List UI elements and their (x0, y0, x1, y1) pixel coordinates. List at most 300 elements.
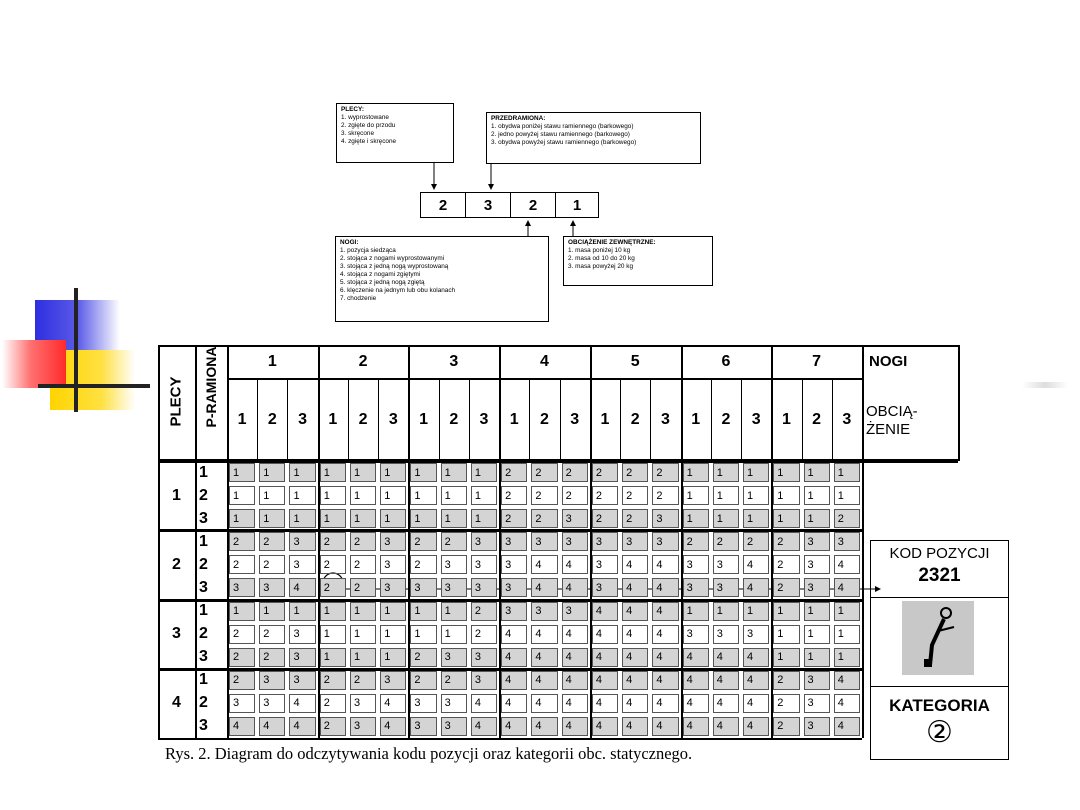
table-cell: 4 (652, 694, 678, 713)
obciazenie-col-header: 3 (751, 410, 761, 428)
table-cell: 3 (592, 555, 618, 574)
obciazenie-col-header: 2 (630, 410, 640, 428)
table-cell: 2 (229, 625, 255, 644)
table-cell: 1 (804, 625, 830, 644)
table-cell: 1 (471, 486, 497, 505)
table-cell: 1 (350, 463, 376, 482)
table-cell: 4 (834, 578, 860, 597)
legend-item: 3. skręcone (341, 130, 375, 137)
table-cell: 1 (410, 602, 436, 621)
table-cell: 4 (622, 602, 648, 621)
grid-line (227, 345, 229, 738)
code-digit-nogi: 2 (510, 192, 556, 218)
table-cell: 1 (834, 625, 860, 644)
table-cell: 1 (743, 602, 769, 621)
table-cell: 4 (834, 671, 860, 690)
grid-line (590, 345, 592, 738)
legend-item: 2. jedno powyżej stawu ramiennego (barkowego) (491, 131, 630, 138)
table-cell: 2 (441, 671, 467, 690)
table-cell: 4 (622, 625, 648, 644)
legend-item: 1. masa poniżej 10 kg (568, 247, 631, 254)
table-cell: 2 (501, 509, 527, 528)
table-cell: 1 (350, 602, 376, 621)
table-cell: 4 (501, 625, 527, 644)
header-pramiona (195, 345, 227, 461)
table-cell: 3 (471, 648, 497, 667)
table-cell: 2 (531, 509, 557, 528)
table-cell: 2 (229, 532, 255, 551)
table-cell: 2 (773, 717, 799, 736)
table-cell: 3 (562, 532, 588, 551)
table-cell: 2 (350, 671, 376, 690)
grid-line (958, 345, 960, 461)
legend-przedramiona-title: PRZEDRAMIONA: (491, 115, 546, 122)
table-cell: 4 (531, 717, 557, 736)
table-cell: 2 (410, 555, 436, 574)
table-cell: 2 (713, 532, 739, 551)
pramiona-row-header: 3 (199, 509, 208, 527)
table-cell: 3 (441, 648, 467, 667)
pramiona-row-header: 1 (199, 463, 208, 481)
table-cell: 3 (683, 578, 709, 597)
table-cell: 3 (259, 694, 285, 713)
table-cell: 3 (683, 555, 709, 574)
table-cell: 3 (410, 578, 436, 597)
grid-line (158, 668, 862, 671)
header-obciazenie: OBCIĄ- (866, 402, 918, 420)
table-cell: 1 (320, 648, 346, 667)
pramiona-row-header: 3 (199, 578, 208, 596)
grid-line (862, 345, 864, 738)
table-cell: 1 (773, 509, 799, 528)
table-cell: 2 (652, 463, 678, 482)
legend-item: 3. masa powyżej 20 kg (568, 263, 634, 270)
grid-line (158, 459, 958, 463)
table-cell: 2 (773, 578, 799, 597)
table-cell: 4 (592, 602, 618, 621)
table-cell: 4 (622, 578, 648, 597)
table-cell: 4 (683, 671, 709, 690)
table-cell: 1 (773, 625, 799, 644)
table-cell: 2 (229, 671, 255, 690)
table-cell: 4 (622, 555, 648, 574)
table-cell: 3 (289, 671, 315, 690)
table-cell: 4 (683, 694, 709, 713)
table-cell: 4 (592, 671, 618, 690)
legend-item: 5. stojąca z jedną nogą zgiętą (340, 279, 425, 286)
table-cell: 1 (380, 486, 406, 505)
table-cell: 2 (501, 486, 527, 505)
code-digit-przedramiona: 3 (465, 192, 511, 218)
legend-item: 3. stojąca z jedną nogą wyprostowaną (340, 263, 449, 270)
legend-item: 4. zgięte i skręcone (341, 138, 397, 145)
grid-line (741, 378, 742, 461)
table-cell: 1 (773, 648, 799, 667)
table-cell: 1 (380, 625, 406, 644)
table-cell: 4 (562, 671, 588, 690)
table-cell: 3 (471, 671, 497, 690)
table-cell: 2 (501, 463, 527, 482)
table-cell: 4 (834, 555, 860, 574)
obciazenie-col-header: 2 (540, 410, 549, 428)
table-cell: 1 (743, 509, 769, 528)
table-cell: 3 (471, 532, 497, 551)
table-cell: 3 (380, 532, 406, 551)
table-cell: 3 (229, 578, 255, 597)
table-cell: 1 (773, 486, 799, 505)
table-cell: 3 (259, 671, 285, 690)
table-cell: 4 (289, 694, 315, 713)
table-cell: 4 (652, 717, 678, 736)
table-cell: 4 (592, 648, 618, 667)
obciazenie-col-header: 2 (812, 410, 822, 428)
table-cell: 4 (622, 717, 648, 736)
obciazenie-col-header: 1 (781, 410, 791, 428)
table-cell: 2 (229, 555, 255, 574)
nogi-col-header: 6 (721, 352, 731, 370)
nogi-col-header: 5 (630, 352, 640, 370)
table-cell: 3 (683, 625, 709, 644)
table-cell: 3 (652, 532, 678, 551)
table-cell: 1 (834, 486, 860, 505)
table-cell: 4 (743, 717, 769, 736)
table-cell: 1 (804, 486, 830, 505)
table-cell: 1 (229, 602, 255, 621)
table-cell: 4 (289, 578, 315, 597)
legend-nogi-title: NOGI: (340, 239, 359, 246)
nogi-col-header: 4 (540, 352, 549, 370)
table-cell: 3 (441, 578, 467, 597)
code-digit-plecy: 2 (420, 192, 466, 218)
kategoria-value: ② (926, 716, 953, 749)
legend-item: 2. stojąca z nogami wyprostowanymi (340, 255, 445, 262)
grid-line (158, 345, 160, 738)
kategoria-label: KATEGORIA (889, 696, 990, 715)
table-cell: 4 (471, 694, 497, 713)
table-cell: 1 (713, 463, 739, 482)
table-cell: 4 (501, 671, 527, 690)
legend-item: 1. pozycja siedząca (340, 247, 396, 254)
result-panel (870, 540, 1009, 760)
pramiona-row-header: 1 (199, 671, 208, 689)
table-cell: 3 (289, 625, 315, 644)
table-cell: 4 (743, 578, 769, 597)
table-cell: 3 (471, 578, 497, 597)
table-cell: 1 (743, 486, 769, 505)
table-cell: 1 (834, 463, 860, 482)
grid-line (560, 378, 561, 461)
table-cell: 4 (652, 671, 678, 690)
table-cell: 4 (652, 555, 678, 574)
table-cell: 2 (441, 532, 467, 551)
table-cell: 3 (804, 555, 830, 574)
table-cell: 2 (259, 648, 285, 667)
pramiona-row-header: 1 (199, 532, 208, 550)
table-cell: 4 (562, 625, 588, 644)
table-cell: 3 (531, 532, 557, 551)
pramiona-row-header: 3 (199, 648, 208, 666)
grid-line (802, 378, 803, 461)
legend-item: 2. zgięte do przodu (341, 122, 396, 129)
table-cell: 1 (350, 625, 376, 644)
table-cell: 2 (320, 578, 346, 597)
table-cell: 2 (622, 509, 648, 528)
table-cell: 1 (683, 486, 709, 505)
nogi-col-header: 1 (267, 352, 277, 370)
table-cell: 1 (289, 509, 315, 528)
grid-line (832, 378, 833, 461)
grid-line (158, 599, 862, 602)
table-cell: 4 (622, 648, 648, 667)
table-cell: 1 (471, 509, 497, 528)
table-cell: 4 (743, 648, 769, 667)
grid-line (650, 378, 651, 461)
table-cell: 2 (350, 532, 376, 551)
header-pramiona-text: P-RAMIONA (203, 346, 219, 428)
table-cell: 2 (229, 648, 255, 667)
grid-line (529, 378, 530, 461)
table-cell: 4 (834, 717, 860, 736)
legend-item: 7. chodzenie (340, 295, 377, 302)
table-cell: 2 (592, 463, 618, 482)
table-cell: 1 (713, 486, 739, 505)
table-cell: 3 (652, 509, 678, 528)
nogi-col-header: 7 (812, 352, 822, 370)
obciazenie-col-header: 3 (842, 410, 852, 428)
table-cell: 4 (562, 555, 588, 574)
table-cell: 3 (350, 694, 376, 713)
table-cell: 2 (652, 486, 678, 505)
table-cell: 3 (289, 648, 315, 667)
table-cell: 1 (683, 509, 709, 528)
table-cell: 3 (259, 578, 285, 597)
plecy-row-header: 4 (172, 694, 181, 712)
table-cell: 1 (804, 648, 830, 667)
table-cell: 1 (773, 602, 799, 621)
table-cell: 1 (259, 509, 285, 528)
table-cell: 2 (683, 532, 709, 551)
figure-caption: Rys. 2. Diagram do odczytywania kodu pozycji oraz kategorii obc. statycznego. (165, 744, 693, 763)
table-cell: 1 (259, 463, 285, 482)
table-cell: 2 (531, 463, 557, 482)
table-cell: 4 (592, 694, 618, 713)
table-cell: 2 (622, 463, 648, 482)
grid-line (257, 378, 258, 461)
table-cell: 3 (531, 602, 557, 621)
grid-line (499, 345, 501, 738)
table-cell: 4 (531, 625, 557, 644)
table-cell: 3 (804, 671, 830, 690)
nogi-col-header: 3 (449, 352, 459, 370)
table-cell: 4 (592, 717, 618, 736)
table-cell: 3 (713, 578, 739, 597)
table-cell: 2 (834, 509, 860, 528)
table-cell: 1 (713, 602, 739, 621)
table-cell: 3 (592, 578, 618, 597)
table-cell: 4 (713, 694, 739, 713)
table-cell: 1 (410, 625, 436, 644)
grid-line (318, 345, 320, 738)
pramiona-row-header: 3 (199, 717, 208, 735)
table-cell: 4 (531, 694, 557, 713)
table-cell: 1 (804, 602, 830, 621)
table-cell: 3 (289, 532, 315, 551)
table-cell: 2 (773, 555, 799, 574)
legend-item: 6. klęczenie na jednym lub obu kolanach (340, 287, 456, 294)
legend-item: 4. stojąca z nogami zgiętymi (340, 271, 421, 278)
table-cell: 1 (320, 463, 346, 482)
plecy-row-header: 3 (172, 625, 181, 643)
obciazenie-col-header: 1 (237, 410, 247, 428)
grid-line (771, 345, 773, 738)
table-cell: 1 (259, 486, 285, 505)
posture-figure-icon (902, 601, 974, 675)
table-cell: 2 (743, 532, 769, 551)
obciazenie-col-header: 1 (419, 410, 428, 428)
table-cell: 3 (380, 578, 406, 597)
obciazenie-col-header: 2 (449, 410, 459, 428)
table-cell: 2 (773, 694, 799, 713)
grid-line (711, 378, 712, 461)
obciazenie-col-header: 3 (479, 410, 489, 428)
table-cell: 1 (471, 463, 497, 482)
obciazenie-col-header: 1 (328, 410, 338, 428)
table-cell: 1 (289, 486, 315, 505)
table-cell: 1 (834, 648, 860, 667)
obciazenie-col-header: 3 (388, 410, 398, 428)
obciazenie-col-header: 2 (358, 410, 368, 428)
obciazenie-col-header: 3 (298, 410, 308, 428)
table-cell: 4 (229, 717, 255, 736)
table-cell: 1 (289, 463, 315, 482)
obciazenie-col-header: 3 (570, 410, 580, 428)
grid-line (378, 378, 379, 461)
table-cell: 2 (773, 532, 799, 551)
pramiona-row-header: 2 (199, 486, 208, 504)
table-cell: 3 (804, 578, 830, 597)
grid-line (158, 738, 862, 740)
table-cell: 3 (743, 625, 769, 644)
grid-line (620, 378, 621, 461)
table-cell: 4 (501, 694, 527, 713)
table-cell: 1 (229, 509, 255, 528)
grid-line (439, 378, 440, 461)
table-cell: 4 (713, 717, 739, 736)
table-cell: 1 (320, 486, 346, 505)
table-cell: 1 (229, 463, 255, 482)
table-cell: 2 (592, 509, 618, 528)
table-cell: 3 (501, 555, 527, 574)
grid-line (158, 529, 862, 532)
grid-line (348, 378, 349, 461)
table-cell: 3 (471, 555, 497, 574)
table-cell: 4 (592, 625, 618, 644)
table-cell: 3 (622, 532, 648, 551)
table-cell: 3 (380, 555, 406, 574)
table-cell: 1 (259, 602, 285, 621)
table-cell: 1 (380, 463, 406, 482)
table-cell: 1 (441, 509, 467, 528)
obciazenie-col-header: 1 (600, 410, 610, 428)
table-cell: 3 (804, 717, 830, 736)
table-cell: 3 (441, 694, 467, 713)
table-cell: 3 (410, 717, 436, 736)
table-cell: 4 (380, 717, 406, 736)
table-cell: 1 (804, 463, 830, 482)
table-cell: 1 (441, 625, 467, 644)
table-cell: 3 (289, 555, 315, 574)
legend-plecy-title: PLECY: (341, 106, 364, 113)
table-cell: 2 (350, 578, 376, 597)
header-plecy-text: PLECY (167, 376, 185, 427)
table-cell: 4 (683, 717, 709, 736)
table-cell: 4 (259, 717, 285, 736)
table-cell: 4 (562, 694, 588, 713)
table-cell: 1 (229, 486, 255, 505)
table-cell: 1 (380, 509, 406, 528)
table-cell: 4 (652, 648, 678, 667)
table-cell: 3 (501, 602, 527, 621)
table-cell: 4 (531, 648, 557, 667)
table-cell: 2 (320, 717, 346, 736)
table-cell: 3 (804, 694, 830, 713)
table-cell: 2 (562, 463, 588, 482)
table-cell: 2 (471, 602, 497, 621)
legend-item: 1. wyprostowane (341, 114, 389, 121)
header-plecy (158, 345, 195, 461)
plecy-row-header: 1 (172, 486, 181, 504)
table-cell: 4 (622, 694, 648, 713)
table-cell: 1 (410, 486, 436, 505)
obciazenie-col-header: 3 (660, 410, 670, 428)
legend-item: 2. masa od 10 do 20 kg (568, 255, 635, 262)
kod-pozycji-value: 2321 (918, 565, 961, 586)
table-cell: 1 (350, 509, 376, 528)
table-cell: 2 (562, 486, 588, 505)
legend-item: 1. obydwa poniżej stawu ramiennego (barkowego) (491, 123, 634, 130)
table-cell: 3 (501, 578, 527, 597)
obciazenie-col-header: 1 (691, 410, 701, 428)
table-cell: 1 (441, 486, 467, 505)
table-cell: 1 (380, 648, 406, 667)
table-cell: 1 (683, 463, 709, 482)
table-cell: 4 (562, 648, 588, 667)
table-cell: 1 (410, 463, 436, 482)
table-cell: 2 (531, 486, 557, 505)
grid-line (681, 345, 683, 738)
table-cell: 4 (471, 717, 497, 736)
table-cell: 2 (320, 532, 346, 551)
table-cell: 2 (320, 671, 346, 690)
pramiona-row-header: 1 (199, 602, 208, 620)
header-obciazenie: ŻENIE (866, 420, 911, 438)
table-cell: 3 (441, 717, 467, 736)
table-cell: 3 (834, 532, 860, 551)
table-cell: 4 (289, 717, 315, 736)
table-cell: 2 (773, 671, 799, 690)
plecy-row-header: 2 (172, 555, 181, 573)
table-cell: 2 (410, 648, 436, 667)
pramiona-row-header: 2 (199, 625, 208, 643)
table-cell: 2 (622, 486, 648, 505)
table-cell: 3 (562, 602, 588, 621)
table-cell: 3 (804, 532, 830, 551)
obciazenie-col-header: 1 (509, 410, 519, 428)
table-cell: 3 (380, 671, 406, 690)
table-cell: 1 (320, 625, 346, 644)
table-cell: 3 (229, 694, 255, 713)
table-cell: 4 (562, 578, 588, 597)
